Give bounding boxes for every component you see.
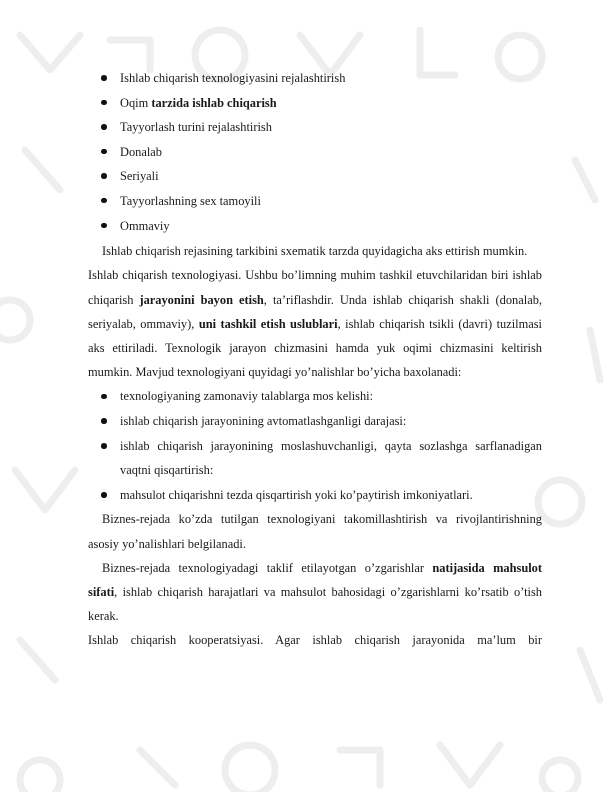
paragraph-technology-improvement: Biznes-rejada ko’zda tutilgan texnologiyani takomillashtirish va rivojlantirishning asosiy yo’nalishlari belgilanadi. [88,512,542,551]
bullet-icon [101,149,107,155]
production-plan-list [88,66,542,238]
bullet-icon [101,173,107,179]
bullet-icon [101,124,107,130]
list-item: ishlab chiqarish jarayonining moslashuvchanligi, qayta sozlashga sarflanadigan vaqtni qisqartirish: [88,434,542,483]
bullet-icon [101,198,107,204]
paragraph-cooperation: Ishlab chiqarish kooperatsiyasi. Agar ishlab chiqarish jarayonida ma’lum bir [88,633,542,648]
list-item: Tayyorlashning sex tamoyili [88,189,542,214]
bullet-icon [101,223,107,229]
list-item: texnologiyaning zamonaviy talablarga mos kelishi: [88,384,542,409]
list-item: Seriyali [88,164,542,189]
list-item: mahsulot chiqarishni tezda qisqartirish yoki ko’paytirish imkoniyatlari. [88,483,542,508]
bullet-icon [101,418,107,424]
document-page [88,66,542,653]
bullet-icon [101,100,107,106]
bullet-icon [101,75,107,81]
bullet-icon [101,443,107,449]
list-item: Donalab [88,140,542,165]
technology-evaluation-list [88,384,542,507]
bullet-icon [101,394,107,400]
paragraph-production-technology: Ishlab chiqarish texnologiyasi. Ushbu bo’limning muhim tashkil etuvchilaridan biri ishlab chiqarish jarayonini bayon etish, ta’riflashdir. Unda ishlab chiqarish shakli (donalab, seriyalab, ommaviy), uni tashkil etish uslublari, ishlab chiqarish tsikli (davri) tuzilmasi aks ettiriladi. Texnologik jarayon chizmasini hamda yuk oqimi chizmasini keltirish mumkin. Mavjud texnologiyani quyidagi yo’nalishlar bo’yicha baxolanadi: [88,268,542,380]
paragraph-plan-structure: Ishlab chiqarish rejasining tarkibini sxematik tarzda quyidagicha aks ettirish mumkin. [102,244,528,259]
list-item: Tayyorlash turini rejalashtirish [88,115,542,140]
list-item: Ishlab chiqarish texnologiyasini rejalashtirish [88,66,542,91]
bullet-icon [101,492,107,498]
paragraph-quality-changes: Biznes-rejada texnologiyadagi taklif etilayotgan o’zgarishlar natijasida mahsulot sifati, ishlab chiqarish harajatlari va mahsulot bahosidagi o’zgarishlarni ko’rsatib o’tish kerak. [88,560,542,624]
list-item: Oqim tarzida ishlab chiqarish [88,91,542,116]
list-item: ishlab chiqarish jarayonining avtomatlashganligi darajasi: [88,409,542,434]
list-item: Ommaviy [88,214,542,239]
